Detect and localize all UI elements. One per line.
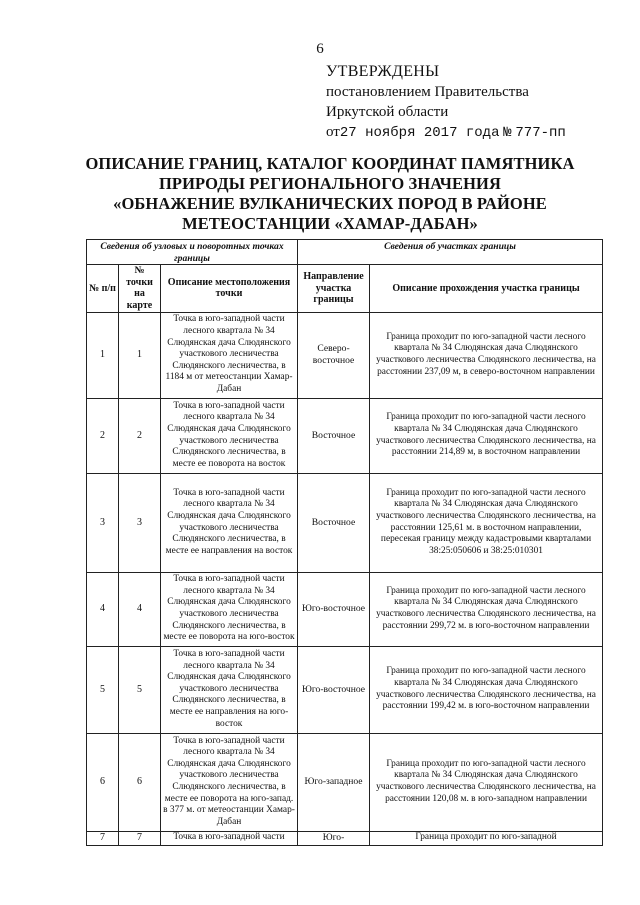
cell-point-description: Точка в юго-западной части лесного квартала № 34 Слюдянская дача Слюдянского участкового лесничества Слюдянского лесничества, в месте ее поворота на юго-запад. в 377 м. от метеостанции Хамар-Дабан — [161, 733, 298, 831]
cell-segment-description: Граница проходит по юго-западной части лесного квартала № 34 Слюдянская дача Слюдянского участкового лесничества Слюдянского лесничества, на расстоянии 125,61 м. в восточном направлении, пересекая границу между кадастровыми кварталами 38:25:050606 и 38:25:010301 — [370, 473, 603, 572]
cell-point-description: Точка в юго-западной части — [161, 831, 298, 845]
cell-point-number: 6 — [119, 733, 161, 831]
cell-point-description: Точка в юго-западной части лесного квартала № 34 Слюдянская дача Слюдянского участкового лесничества Слюдянского лесничества, в 1184 м от метеостанции Хамар-Дабан — [161, 312, 298, 398]
title-line-4: МЕТЕОСТАНЦИИ «ХАМАР-ДАБАН» — [182, 214, 478, 233]
cell-point-description: Точка в юго-западной части лесного квартала № 34 Слюдянская дача Слюдянского участкового лесничества Слюдянского лесничества, в месте ее поворота на юго-восток — [161, 572, 298, 646]
approval-line-1: постановлением Правительства — [326, 84, 529, 100]
header-point-number: № точки на карте — [119, 265, 161, 312]
cell-point-number: 1 — [119, 312, 161, 398]
table-row — [87, 312, 603, 398]
document-title — [80, 154, 580, 234]
cell-point-description: Точка в юго-западной части лесного квартала № 34 Слюдянская дача Слюдянского участкового лесничества Слюдянского лесничества, в месте ее поворота на восток — [161, 398, 298, 473]
table-row — [87, 831, 603, 845]
number-prefix: № — [503, 125, 512, 141]
approval-block — [326, 62, 566, 143]
table-row — [87, 473, 603, 572]
title-line-2: ПРИРОДЫ РЕГИОНАЛЬНОГО ЗНАЧЕНИЯ — [159, 174, 501, 193]
cell-direction: Восточное — [298, 473, 370, 572]
title-line-1: ОПИСАНИЕ ГРАНИЦ, КАТАЛОГ КООРДИНАТ ПАМЯТНИКА — [85, 154, 575, 173]
cell-direction: Юго-западное — [298, 733, 370, 831]
header-segment-description: Описание прохождения участка границы — [370, 265, 603, 312]
cell-row-number: 5 — [87, 646, 119, 733]
title-line-3: «ОБНАЖЕНИЕ ВУЛКАНИЧЕСКИХ ПОРОД В РАЙОНЕ — [113, 194, 547, 213]
cell-row-number: 1 — [87, 312, 119, 398]
approval-title: УТВЕРЖДЕНЫ — [326, 63, 440, 80]
cell-row-number: 7 — [87, 831, 119, 845]
approval-line-2: Иркутской области — [326, 104, 449, 120]
cell-row-number: 4 — [87, 572, 119, 646]
cell-direction: Юго-восточное — [298, 572, 370, 646]
cell-point-description: Точка в юго-западной части лесного квартала № 34 Слюдянская дача Слюдянского участкового лесничества Слюдянского лесничества, в месте ее направления на восток — [161, 473, 298, 572]
table-row — [87, 733, 603, 831]
cell-point-number: 5 — [119, 646, 161, 733]
cell-point-number: 3 — [119, 473, 161, 572]
cell-segment-description: Граница проходит по юго-западной части лесного квартала № 34 Слюдянская дача Слюдянского участкового лесничества Слюдянского лесничества, на расстоянии 214,89 м, в восточном направлении — [370, 398, 603, 473]
cell-direction: Юго- — [298, 831, 370, 845]
cell-row-number: 6 — [87, 733, 119, 831]
header-group-points: Сведения об узловых и поворотных точках границы — [87, 240, 298, 265]
cell-direction: Северо-восточное — [298, 312, 370, 398]
table-row — [87, 646, 603, 733]
cell-row-number: 3 — [87, 473, 119, 572]
header-direction: Направление участка границы — [298, 265, 370, 312]
cell-segment-description: Граница проходит по юго-западной — [370, 831, 603, 845]
cell-point-description: Точка в юго-западной части лесного квартала № 34 Слюдянская дача Слюдянского участкового лесничества Слюдянского лесничества, в месте ее направления на юго-восток — [161, 646, 298, 733]
cell-segment-description: Граница проходит по юго-западной части лесного квартала № 34 Слюдянская дача Слюдянского участкового лесничества Слюдянского лесничества, на расстоянии 120,08 м. в юго-западном направлении — [370, 733, 603, 831]
date-value: 27 ноября 2017 года — [339, 125, 500, 141]
cell-segment-description: Граница проходит по юго-западной части лесного квартала № 34 Слюдянская дача Слюдянского участкового лесничества Слюдянского лесничества, на расстоянии 299,72 м. в юго-восточном направлении — [370, 572, 603, 646]
table-row — [87, 572, 603, 646]
cell-row-number: 2 — [87, 398, 119, 473]
header-row-number: № п/п — [87, 265, 119, 312]
boundary-table — [86, 239, 603, 846]
cell-direction: Юго-восточное — [298, 646, 370, 733]
approval-date-line — [326, 122, 566, 143]
cell-direction: Восточное — [298, 398, 370, 473]
header-group-segments: Сведения об участках границы — [298, 240, 603, 265]
cell-point-number: 2 — [119, 398, 161, 473]
page-number: 6 — [316, 41, 324, 57]
cell-point-number: 4 — [119, 572, 161, 646]
header-point-description: Описание местоположения точки — [161, 265, 298, 312]
table-row — [87, 398, 603, 473]
cell-segment-description: Граница проходит по юго-западной части лесного квартала № 34 Слюдянская дача Слюдянского участкового лесничества Слюдянского лесничества, на расстоянии 237,09 м, в северо-восточном направлении — [370, 312, 603, 398]
cell-point-number: 7 — [119, 831, 161, 845]
cell-segment-description: Граница проходит по юго-западной части лесного квартала № 34 Слюдянская дача Слюдянского участкового лесничества Слюдянского лесничества, на расстоянии 199,42 м. в юго-восточном направлении — [370, 646, 603, 733]
number-value: 777-пп — [515, 125, 566, 141]
date-prefix: от — [326, 124, 340, 140]
